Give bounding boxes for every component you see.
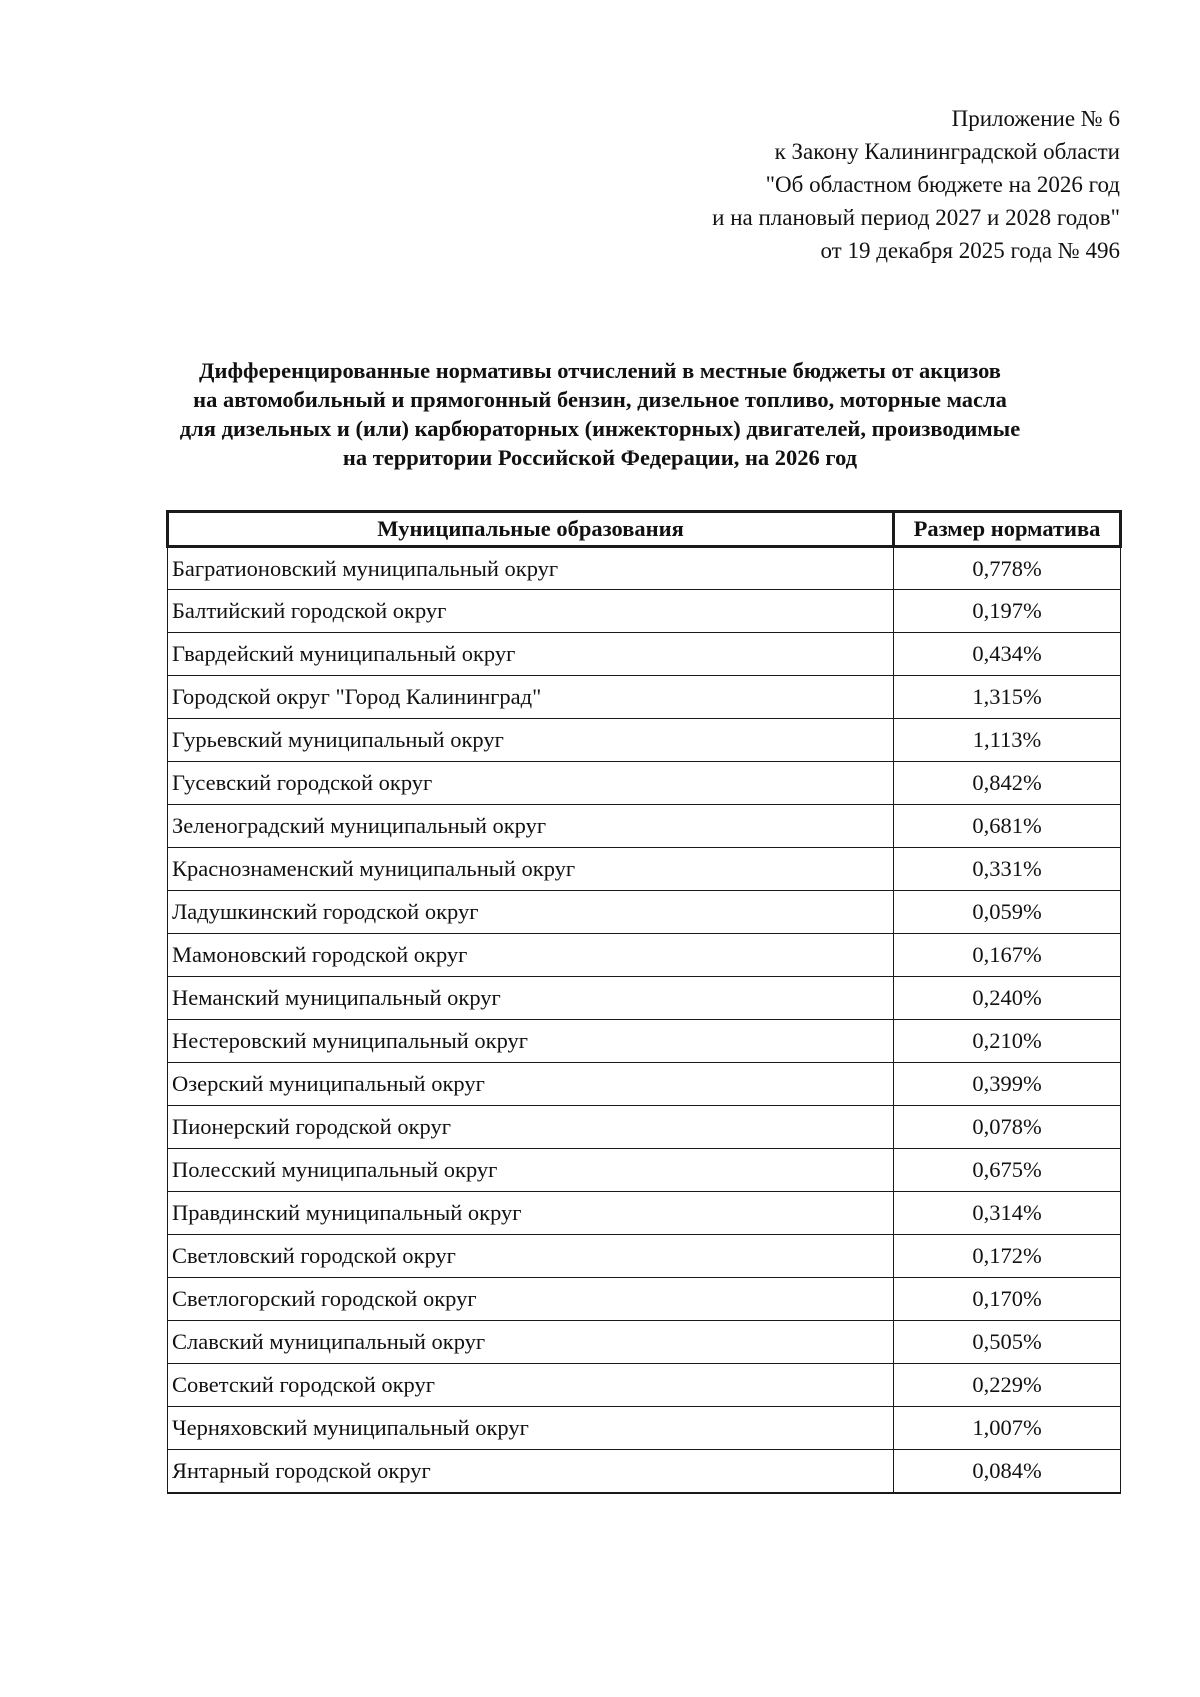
norm-value: 0,314% — [894, 1192, 1121, 1235]
municipality-name: Озерский муниципальный округ — [168, 1063, 894, 1106]
norm-value: 0,240% — [894, 977, 1121, 1020]
norm-value: 0,172% — [894, 1235, 1121, 1278]
table-row — [168, 1278, 1121, 1321]
table-row — [168, 805, 1121, 848]
table-row — [168, 848, 1121, 891]
municipality-name: Зеленоградский муниципальный округ — [168, 805, 894, 848]
table-row — [168, 676, 1121, 719]
norm-value: 0,084% — [894, 1450, 1121, 1493]
table-row — [168, 934, 1121, 977]
municipality-name: Городской округ "Город Калининград" — [168, 676, 894, 719]
table-row — [168, 1235, 1121, 1278]
header-norm-size: Размер норматива — [894, 512, 1121, 547]
municipality-name: Гусевский городской округ — [168, 762, 894, 805]
norm-value: 0,681% — [894, 805, 1121, 848]
law-reference: к Закону Калининградской области — [774, 139, 1120, 164]
table-row — [168, 1106, 1121, 1149]
norm-value: 0,331% — [894, 848, 1121, 891]
table-row — [168, 1450, 1121, 1493]
norm-value: 1,007% — [894, 1407, 1121, 1450]
norm-value: 0,778% — [894, 547, 1121, 590]
norm-value: 0,210% — [894, 1020, 1121, 1063]
table-row — [168, 762, 1121, 805]
table-row — [168, 719, 1121, 762]
title-line-3: для дизельных и (или) карбюраторных (инжекторных) двигателей, производимые — [179, 416, 1021, 441]
municipality-name: Черняховский муниципальный округ — [168, 1407, 894, 1450]
municipality-name: Неманский муниципальный округ — [168, 977, 894, 1020]
norms-table — [166, 510, 1122, 1494]
table-row — [168, 1063, 1121, 1106]
municipality-name: Балтийский городской округ — [168, 590, 894, 633]
municipality-name: Советский городской округ — [168, 1364, 894, 1407]
table-row — [168, 1407, 1121, 1450]
table-row — [168, 1149, 1121, 1192]
norm-value: 1,113% — [894, 719, 1121, 762]
municipality-name: Светловский городской округ — [168, 1235, 894, 1278]
table-row — [168, 590, 1121, 633]
norm-value: 0,229% — [894, 1364, 1121, 1407]
title-line-1: Дифференцированные нормативы отчислений в местные бюджеты от акцизов — [199, 358, 1001, 383]
law-title-line-1: "Об областном бюджете на 2026 год — [765, 172, 1120, 197]
appendix-header — [420, 102, 1120, 267]
municipality-name: Гурьевский муниципальный округ — [168, 719, 894, 762]
norm-value: 0,197% — [894, 590, 1121, 633]
norm-value: 0,059% — [894, 891, 1121, 934]
law-title-line-2: и на плановый период 2027 и 2028 годов" — [712, 205, 1120, 230]
municipality-name: Мамоновский городской округ — [168, 934, 894, 977]
norm-value: 0,170% — [894, 1278, 1121, 1321]
title-line-4: на территории Российской Федерации, на 2026 год — [342, 445, 858, 470]
norm-value: 1,315% — [894, 676, 1121, 719]
municipality-name: Гвардейский муниципальный округ — [168, 633, 894, 676]
table-row — [168, 977, 1121, 1020]
municipality-name: Нестеровский муниципальный округ — [168, 1020, 894, 1063]
norm-value: 0,505% — [894, 1321, 1121, 1364]
norm-value: 0,675% — [894, 1149, 1121, 1192]
municipality-name: Ладушкинский городской округ — [168, 891, 894, 934]
appendix-number: Приложение № 6 — [951, 106, 1120, 131]
table-row — [168, 633, 1121, 676]
table-header-row — [168, 512, 1121, 547]
municipality-name: Багратионовский муниципальный округ — [168, 547, 894, 590]
municipality-name: Правдинский муниципальный округ — [168, 1192, 894, 1235]
table-row — [168, 1192, 1121, 1235]
title-line-2: на автомобильный и прямогонный бензин, дизельное топливо, моторные масла — [193, 387, 1007, 412]
norm-value: 0,167% — [894, 934, 1121, 977]
table-row — [168, 1020, 1121, 1063]
norm-value: 0,399% — [894, 1063, 1121, 1106]
municipality-name: Полесский муниципальный округ — [168, 1149, 894, 1192]
municipality-name: Пионерский городской округ — [168, 1106, 894, 1149]
municipality-name: Краснознаменский муниципальный округ — [168, 848, 894, 891]
table-row — [168, 1321, 1121, 1364]
norm-value: 0,842% — [894, 762, 1121, 805]
table-row — [168, 1364, 1121, 1407]
table-row — [168, 547, 1121, 590]
municipality-name: Славский муниципальный округ — [168, 1321, 894, 1364]
norm-value: 0,078% — [894, 1106, 1121, 1149]
law-date-number: от 19 декабря 2025 года № 496 — [820, 238, 1120, 263]
table-row — [168, 891, 1121, 934]
municipality-name: Янтарный городской округ — [168, 1450, 894, 1493]
document-title — [150, 356, 1050, 472]
header-municipalities: Муниципальные образования — [168, 512, 894, 547]
municipality-name: Светлогорский городской округ — [168, 1278, 894, 1321]
norm-value: 0,434% — [894, 633, 1121, 676]
